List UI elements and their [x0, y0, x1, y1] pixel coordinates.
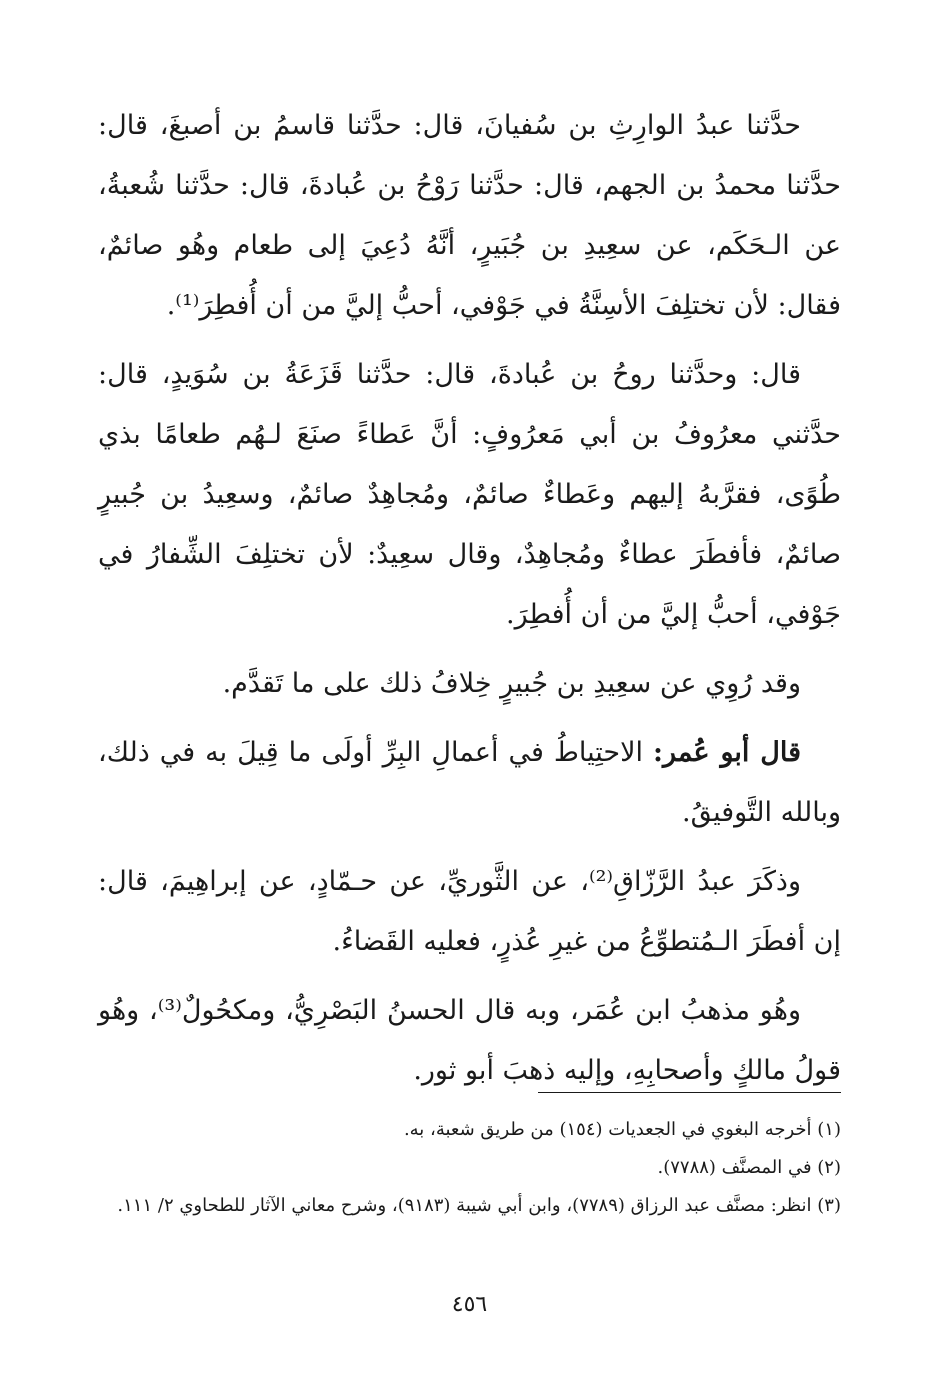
footnote-3: (٣) انظر: مصنَّف عبد الرزاق (٧٧٨٩)، وابن أبي شيبة (٩١٨٣)، وشرح معاني الآثار للطحاوي ٢/ ١١١.	[117, 1195, 841, 1216]
paragraph-1: حدَّثنا عبدُ الوارِثِ بن سُفيانَ، قال: حدَّثنا قاسمُ بن أصبغَ، قال: حدَّثنا محمدُ بن الجهم، قال: حدَّثنا رَوْحُ بن عُبادةَ، قال: حدَّثنا شُعبةُ، عن الـحَكَم، عن سعِيدِ بن جُبَيرٍ، أنَّهُ دُعِيَ إلى طعام وهُو صائمٌ، فقال: لأن تختلِفَ الأسِنَّةُ في جَوْفي، أحبُّ إليَّ من أن أُفطِرَ⁽¹⁾.	[98, 110, 841, 321]
paragraph-2: قال: وحدَّثنا روحُ بن عُبادةَ، قال: حدَّثنا قَزَعَةُ بن سُوَيدٍ، قال: حدَّثني معرُوفُ بن أبي مَعرُوفٍ: أنَّ عَطاءً صنَعَ لـهُم طعامًا بذي طُوًى، فقرَّبهُ إليهم وعَطاءٌ صائمٌ، ومُجاهِدٌ صائمٌ، وسعِيدُ بن جُبيرٍ صائمٌ، فأفطَرَ عطاءٌ ومُجاهِدٌ، وقال سعِيدٌ: لأن تختلِفَ الشِّفارُ في جَوْفي، أحبُّ إليَّ من أن أُفطِرَ.	[98, 359, 841, 630]
page-number: ٤٥٦	[451, 1292, 488, 1317]
footnote-2: (٢) في المصنَّف (٧٧٨٨).	[657, 1157, 841, 1178]
paragraph-4	[98, 723, 841, 843]
main-text	[98, 96, 841, 1101]
footnote-1: (١) أخرجه البغوي في الجعديات (١٥٤) من طريق شعبة، به.	[403, 1119, 841, 1140]
footnote-divider	[538, 1092, 841, 1093]
paragraph-3: وقد رُوِي عن سعِيدِ بن جُبيرٍ خِلافُ ذلك على ما تَقدَّم.	[222, 668, 801, 699]
paragraph-6: وهُو مذهبُ ابن عُمَر، وبه قال الحسنُ البَصْرِيُّ، ومكحُولٌ⁽³⁾، وهُو قولُ مالكٍ وأصحابِهِ، وإليه ذهبَ أبو ثور.	[98, 995, 841, 1086]
footnotes-section	[98, 1111, 841, 1225]
paragraph-4-lead: قال أبو عُمر:	[653, 737, 801, 768]
book-page	[98, 96, 841, 1378]
paragraph-5: وذكَرَ عبدُ الرَّزّاقِ⁽²⁾، عن الثَّوريِّ، عن حـمّادٍ، عن إبراهِيمَ، قال: إن أفطَرَ الـمُتطوِّعُ من غيرِ عُذرٍ، فعليه القَضاءُ.	[98, 866, 841, 957]
paragraph-4-text: الاحتِياطُ في أعمالِ البِرِّ أولَى ما قِيلَ به في ذلك، وبالله التَّوفيقُ.	[98, 737, 841, 828]
